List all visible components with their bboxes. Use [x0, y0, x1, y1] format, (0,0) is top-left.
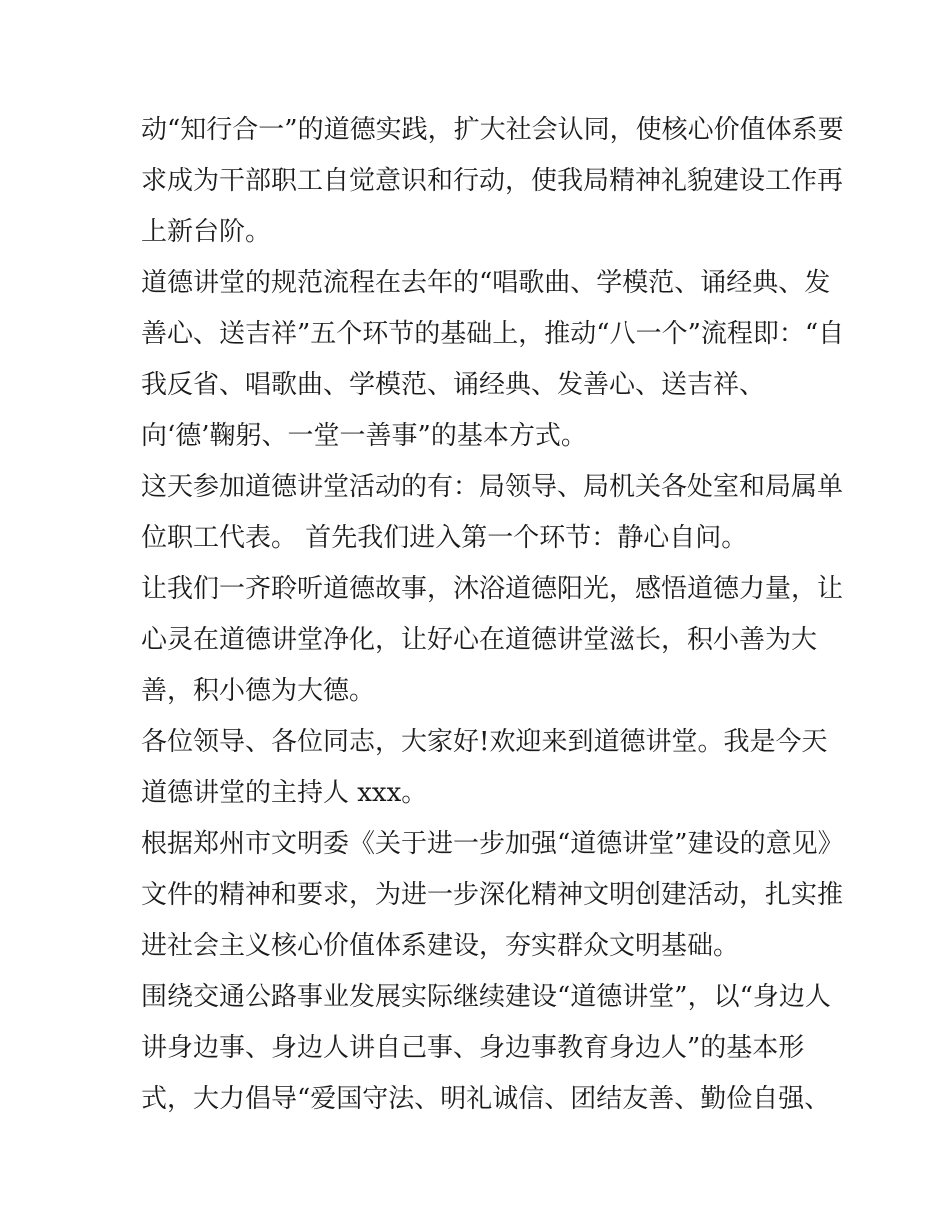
- text-line: 围绕交通公路事业发展实际继续建设“道德讲堂”，以“身边人: [141, 982, 831, 1012]
- text-line: 心灵在道德讲堂净化，让好心在道德讲堂滋长，积小善为大: [141, 625, 818, 655]
- text-line: 我反省、唱歌曲、学模范、诵经典、发善心、送吉祥、: [141, 370, 766, 400]
- text-line: 式，大力倡导“爱国守法、明礼诚信、团结友善、勤俭自强、: [141, 1084, 831, 1114]
- text-line: 求成为干部职工自觉意识和行动，使我局精神礼貌建设工作再: [141, 166, 844, 196]
- text-line: 讲身边事、身边人讲自己事、身边事教育身边人”的基本形: [141, 1033, 805, 1063]
- text-line: 道德讲堂的主持人 xxx。: [141, 778, 428, 808]
- text-line: 这天参加道德讲堂活动的有：局领导、局机关各处室和局属单: [141, 472, 844, 502]
- text-line: 向‘德’鞠躬、一堂一善事”的基本方式。: [141, 421, 587, 451]
- text-line: 道德讲堂的规范流程在去年的“唱歌曲、学模范、诵经典、发: [141, 268, 831, 298]
- text-line: 根据郑州市文明委《关于进一步加强“道德讲堂”建设的意见》: [141, 829, 844, 859]
- text-line: 位职工代表。 首先我们进入第一个环节：静心自问。: [141, 523, 748, 553]
- text-line: 善，积小德为大德。: [141, 676, 376, 706]
- text-line: 文件的精神和要求，为进一步深化精神文明创建活动，扎实推: [141, 880, 844, 910]
- text-line: 进社会主义核心价值体系建设，夯实群众文明基础。: [141, 931, 740, 961]
- text-line: 上新台阶。: [141, 217, 272, 247]
- document-body: [141, 105, 845, 1125]
- text-line: 动“知行合一”的道德实践，扩大社会认同，使核心价值体系要: [141, 115, 844, 145]
- text-line: 各位领导、各位同志，大家好!欢迎来到道德讲堂。我是今天: [141, 727, 828, 757]
- text-line: 让我们一齐聆听道德故事，沐浴道德阳光，感悟道德力量，让: [141, 574, 844, 604]
- text-line: 善心、送吉祥”五个环节的基础上，推动“八一个”流程即：“自: [141, 319, 845, 349]
